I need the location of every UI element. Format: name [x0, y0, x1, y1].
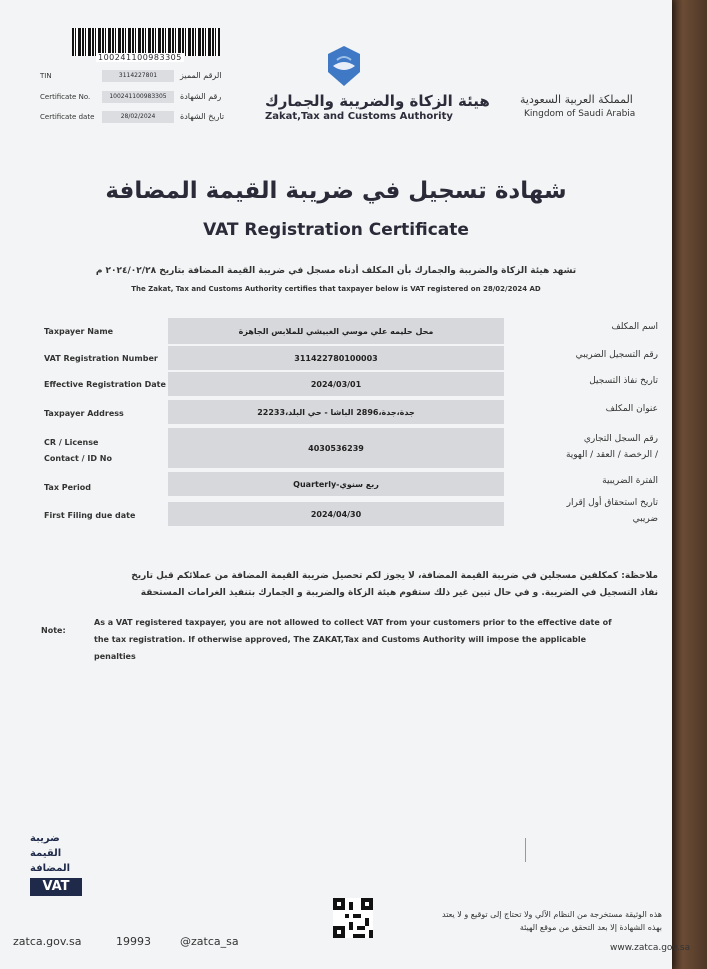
note-label-en: Note: — [41, 626, 66, 635]
row-label-ar: الفترة الضريبية — [602, 476, 658, 486]
certificate-date-label-ar: تاريخ الشهادة — [180, 112, 225, 121]
tin-label-ar: الرقم المميز — [180, 71, 222, 80]
row-value: 2024/04/30 — [168, 502, 504, 526]
row-label-ar: رقم التسجيل الضريبي — [575, 350, 658, 360]
authority-name-ar: هيئة الزكاة والضريبة والجمارك — [265, 92, 490, 110]
margin-mark — [525, 838, 526, 862]
footer-phone: 19993 — [116, 935, 151, 948]
row-label-en: First Filing due date — [44, 511, 136, 520]
background-surface — [667, 0, 707, 969]
vat-logo-ar-1: ضريبة — [30, 833, 60, 844]
vat-logo — [30, 831, 88, 907]
row-value: Quarterly-ربع سنوي — [168, 472, 504, 496]
row-label-en: Tax Period — [44, 483, 91, 492]
row-label-ar: اسم المكلف — [611, 322, 658, 332]
certificate-no-value: 100241100983305 — [102, 91, 174, 103]
authority-name-en: Zakat,Tax and Customs Authority — [265, 111, 453, 122]
row-label-ar: رقم السجل التجاري — [583, 434, 658, 444]
note-text-ar: كمكلفين مسجلين في ضريبة القيمة المضافة، لا يجوز لكم تحصيل ضريبة القيمة المضافة من عملائكم قبل تاريخ نفاذ التسجيل في الضريبة. و في حال تبين غير ذلك ستقوم هيئة الزكاة والضريبة و الجمارك بتنفيذ الغرامات المستحقة — [131, 571, 658, 598]
footer-website[interactable]: zatca.gov.sa — [13, 935, 82, 948]
row-label-en: Effective Registration Date — [44, 380, 166, 389]
row-value: 2024/03/01 — [168, 372, 504, 396]
note-label-ar: ملاحظة: — [621, 571, 658, 581]
certificate-date-value: 28/02/2024 — [102, 111, 174, 123]
row-label-en: VAT Registration Number — [44, 354, 158, 363]
country-name-ar: المملكة العربية السعودية — [520, 93, 633, 106]
row-label-ar: تاريخ نفاذ التسجيل — [589, 376, 658, 386]
barcode — [72, 28, 220, 56]
vat-logo-badge: VAT — [30, 878, 82, 896]
certificate-date-label: Certificate date — [40, 113, 95, 121]
row-label-ar-2: / الرخصة / العقد / الهوية — [565, 450, 658, 460]
row-value: 4030536239 — [168, 428, 504, 468]
certifies-statement-en: The Zakat, Tax and Customs Authority certifies that taxpayer below is VAT registered on 28/02/2024 AD — [131, 285, 541, 293]
note-text-en: As a VAT registered taxpayer, you are not allowed to collect VAT from your customers prior to the effective date of the tax registration. If otherwise approved, The ZAKAT,Tax and Customs Authority will impose the applicable penalties — [94, 618, 612, 661]
zatca-logo-icon — [325, 44, 363, 88]
row-label-en: CR / License — [44, 438, 99, 447]
row-label-ar-2: ضريبي — [632, 514, 658, 524]
certifies-statement-ar: تشهد هيئة الزكاة والضريبة والجمارك بأن المكلف أدناه مسجل في ضريبة القيمة المضافة بتاريخ ٢٠٢٤/٠٢/٢٨ م — [95, 266, 577, 276]
title-en: VAT Registration Certificate — [203, 220, 469, 240]
row-value: 311422780100003 — [168, 346, 504, 370]
barcode-number: 100241100983305 — [98, 53, 182, 62]
row-label-en: Taxpayer Name — [44, 327, 114, 336]
note-ar — [118, 568, 658, 602]
footer-handle[interactable]: @zatca_sa — [180, 935, 239, 948]
vat-logo-ar-3: المضافة — [30, 863, 71, 874]
tin-value: 3114227801 — [102, 70, 174, 82]
title-ar: شهادة تسجيل في ضريبة القيمة المضافة — [105, 178, 567, 204]
row-value: جدة،جدة،2896 الباشا - حي البلد،22233 — [168, 400, 504, 424]
tin-label: TIN — [40, 72, 52, 80]
vat-logo-ar-2: القيمة — [30, 848, 62, 859]
qr-code-icon — [333, 898, 373, 938]
row-label-en-2: Contact / ID No — [44, 454, 112, 463]
footer-disclaimer-ar: هذه الوثيقة مستخرجة من النظام الآلي ولا تحتاج إلى توقيع و لا يعتد بهذه الشهادة إلا بعد التحقق من موقع الهيئة — [442, 910, 662, 932]
footer-www[interactable]: www.zatca.gov.sa — [610, 943, 691, 953]
certificate-no-label: Certificate No. — [40, 93, 91, 101]
row-label-ar: تاريخ استحقاق أول إقرار — [566, 498, 658, 508]
row-label-en: Taxpayer Address — [44, 409, 124, 418]
certificate-no-label-ar: رقم الشهادة — [180, 92, 222, 101]
row-label-ar: عنوان المكلف — [605, 404, 658, 414]
row-value: محل حليمه علي موسي الغبيشي للملابس الجاهزة — [168, 318, 504, 344]
country-name-en: Kingdom of Saudi Arabia — [524, 109, 636, 119]
